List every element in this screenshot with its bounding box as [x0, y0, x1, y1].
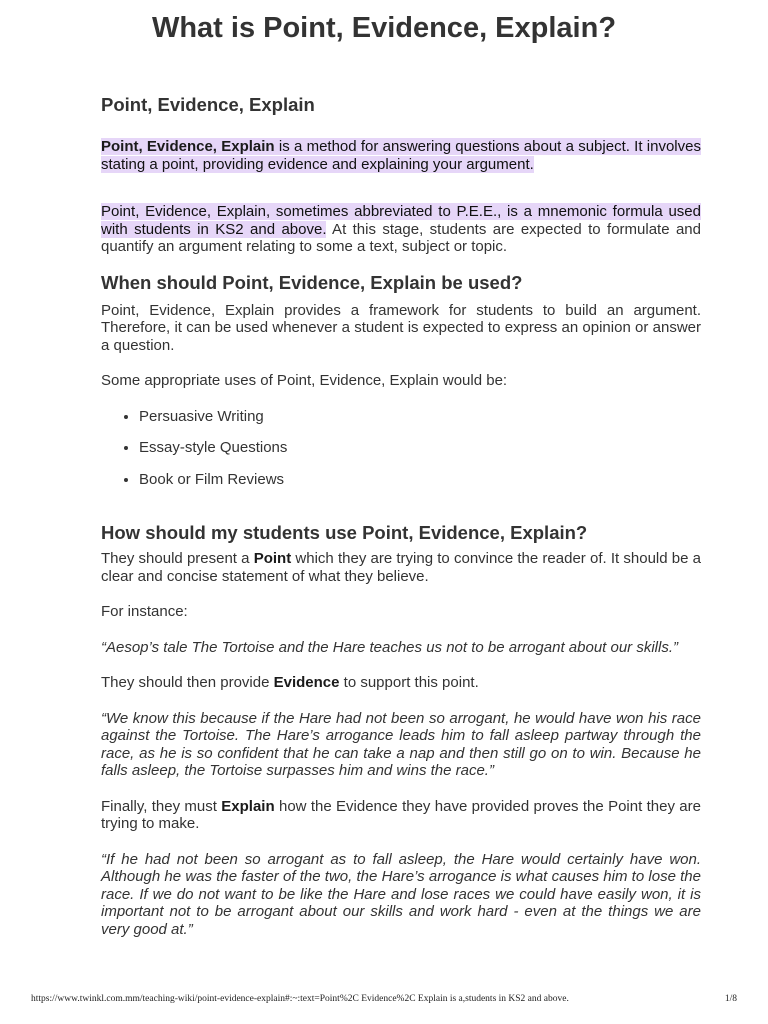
- how-p3-text-after: how the Evidence they have provided proves the Point they are trying to make.: [101, 797, 701, 832]
- highlighted-definition: Point, Evidence, Explain, sometimes abbreviated to P.E.E., is a mnemonic formula used with students in KS2 and above.: [101, 203, 701, 238]
- when-paragraph-2: Some appropriate uses of Point, Evidence, Explain would be:: [101, 372, 508, 389]
- point-term: Point: [253, 550, 292, 567]
- example-quote-evidence: “We know this because if the Hare had not been so arrogant, he would have won his race against the Tortoise. The Hare’s arrogance leads him to fall asleep partway through the race, as he is so confident that he can take a nap and then still go on to win. Because he falls asleep, the Tortoise surpasses him and wins the race.”: [101, 709, 701, 779]
- for-instance-text: For instance:: [101, 603, 188, 620]
- list-item: • Essay-style Questions: [139, 439, 701, 457]
- how-p2-text-before: They should then provide: [101, 674, 274, 691]
- how-p1-text-before: They should present a: [101, 550, 254, 567]
- footer-url: https://www.twinkl.com.mm/teaching-wiki/point-evidence-explain#:~:text=Point%2C Evidence%2C Explain is a,students in KS2 and above.: [31, 994, 569, 1004]
- how-paragraph-3: [101, 798, 701, 833]
- how-paragraph-2: [101, 674, 701, 692]
- intro-p1-text: is a method for answering questions about a subject. It involves stating a point, providing evidence and explaining your argument.: [101, 138, 701, 173]
- explain-term: Explain: [221, 797, 275, 815]
- how-p3-text-before: Finally, they must: [101, 797, 222, 815]
- page-title: What is Point, Evidence, Explain?: [151, 12, 617, 44]
- article-body: [101, 88, 701, 938]
- page-number: 1/8: [724, 994, 737, 1004]
- list-item: • Book or Film Reviews: [139, 471, 701, 489]
- example-quote-explain: “If he had not been so arrogant as to fall asleep, the Hare would certainly have won. Although he was the faster of the two, the Hare’s arrogance is what causes him to lose the race. If we do not want to be like the Hare and lose races we could have easily won, it is important not to be arrogant about our skills and work hard - even at the things we are very good at.”: [101, 850, 701, 938]
- how-paragraph-1: [101, 550, 701, 585]
- how-p1-text-after: which they are trying to convince the reader of. It should be a clear and concise statement of what they believe.: [101, 550, 702, 585]
- section-heading-how: How should my students use Point, Evidence, Explain?: [101, 522, 588, 543]
- uses-list: [101, 408, 701, 489]
- intro-paragraph-2: [101, 203, 701, 256]
- section-heading-intro: Point, Evidence, Explain: [101, 94, 315, 115]
- example-quote-point: “Aesop’s tale The Tortoise and the Hare teaches us not to be arrogant about our skills.”: [101, 638, 679, 656]
- when-paragraph-1: Point, Evidence, Explain provides a framework for students to build an argument. Therefore, it can be used whenever a student is expected to express an opinion or answer a question.: [101, 301, 701, 354]
- section-heading-when: When should Point, Evidence, Explain be used?: [101, 271, 523, 293]
- list-item: • Persuasive Writing: [139, 408, 701, 426]
- how-p2-text-after: to support this point.: [339, 674, 479, 691]
- intro-paragraph-1: [101, 138, 701, 173]
- intro-p2-text: At this stage, students are expected to formulate and quantify an argument relating to some a text, subject or topic.: [101, 220, 701, 255]
- highlighted-term: Point, Evidence, Explain: [101, 138, 275, 155]
- evidence-term: Evidence: [273, 674, 340, 691]
